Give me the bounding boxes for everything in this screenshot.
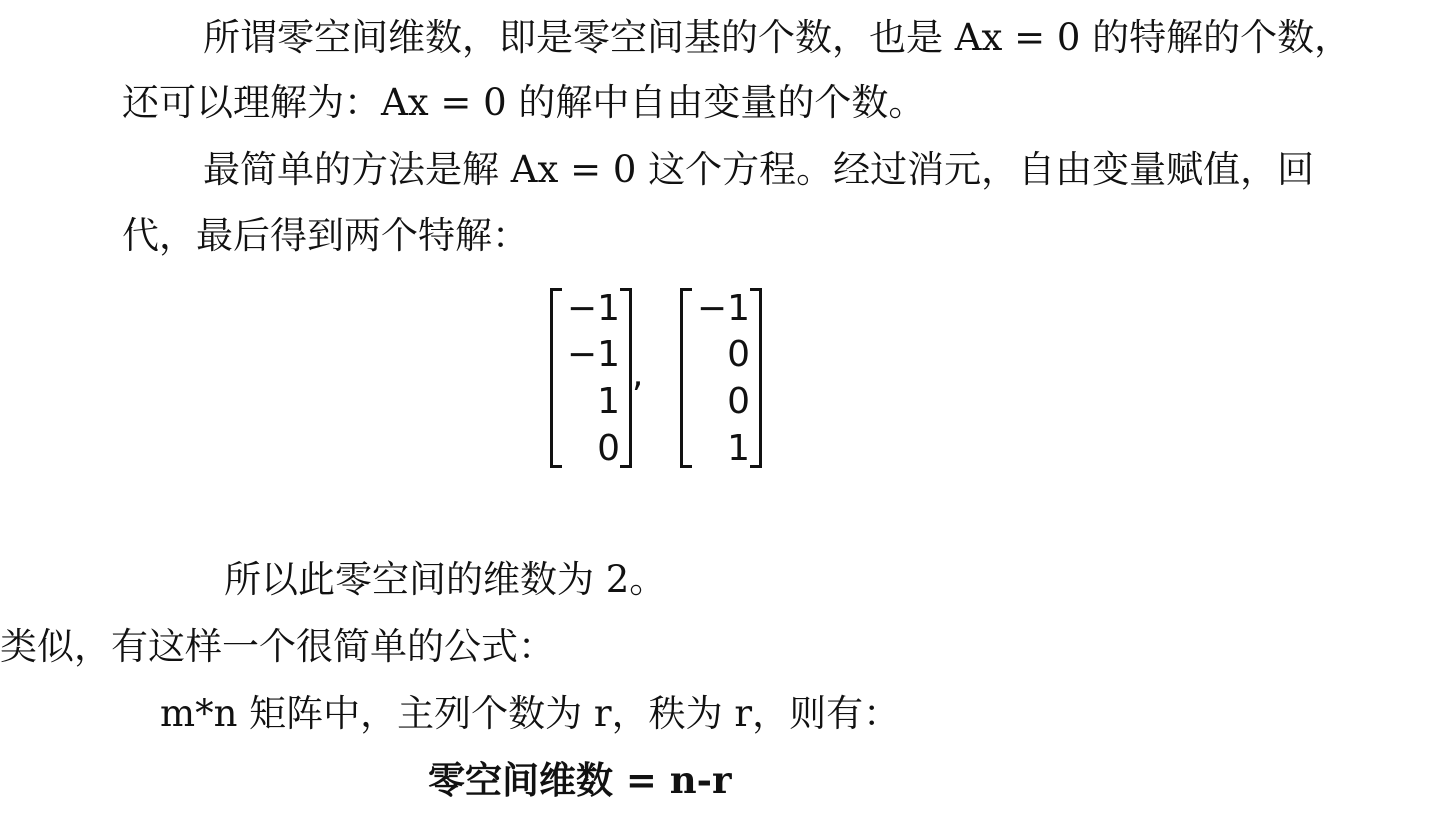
right-bracket — [750, 288, 762, 468]
right-bracket — [620, 288, 632, 468]
paragraph-line-1: 所谓零空间维数，即是零空间基的个数，也是 Ax = 0 的特解的个数， — [203, 16, 1352, 59]
paragraph-line-3: 最简单的方法是解 Ax = 0 这个方程。经过消元，自由变量赋值，回 — [203, 148, 1315, 191]
matrix-cell: 0 — [727, 381, 750, 422]
matrix-cell: −1 — [696, 288, 750, 329]
formula: 零空间维数 = n-r — [428, 758, 732, 802]
paragraph-line-4: 代，最后得到两个特解： — [122, 214, 529, 257]
matrix-cell: 1 — [727, 428, 750, 469]
paragraph-line-2: 还可以理解为：Ax = 0 的解中自由变量的个数。 — [122, 81, 926, 124]
matrix-separator — [634, 288, 678, 466]
formula-intro: 类似，有这样一个很简单的公式： — [0, 625, 555, 668]
special-solution-vector-2 — [678, 288, 764, 469]
matrix-cell: 0 — [727, 334, 750, 375]
left-bracket — [680, 288, 692, 468]
conclusion-line: 所以此零空间的维数为 2。 — [224, 558, 667, 601]
matrix-cell: 0 — [597, 428, 620, 469]
left-bracket — [550, 288, 562, 468]
special-solutions — [548, 288, 764, 469]
matrix-cell: −1 — [566, 334, 620, 375]
formula-condition: m*n 矩阵中，主列个数为 r，秩为 r，则有： — [160, 692, 901, 735]
comma-text: , — [632, 354, 644, 395]
special-solution-vector-1 — [548, 288, 634, 469]
matrix-cell: −1 — [566, 288, 620, 329]
matrix-cell: 1 — [597, 381, 620, 422]
